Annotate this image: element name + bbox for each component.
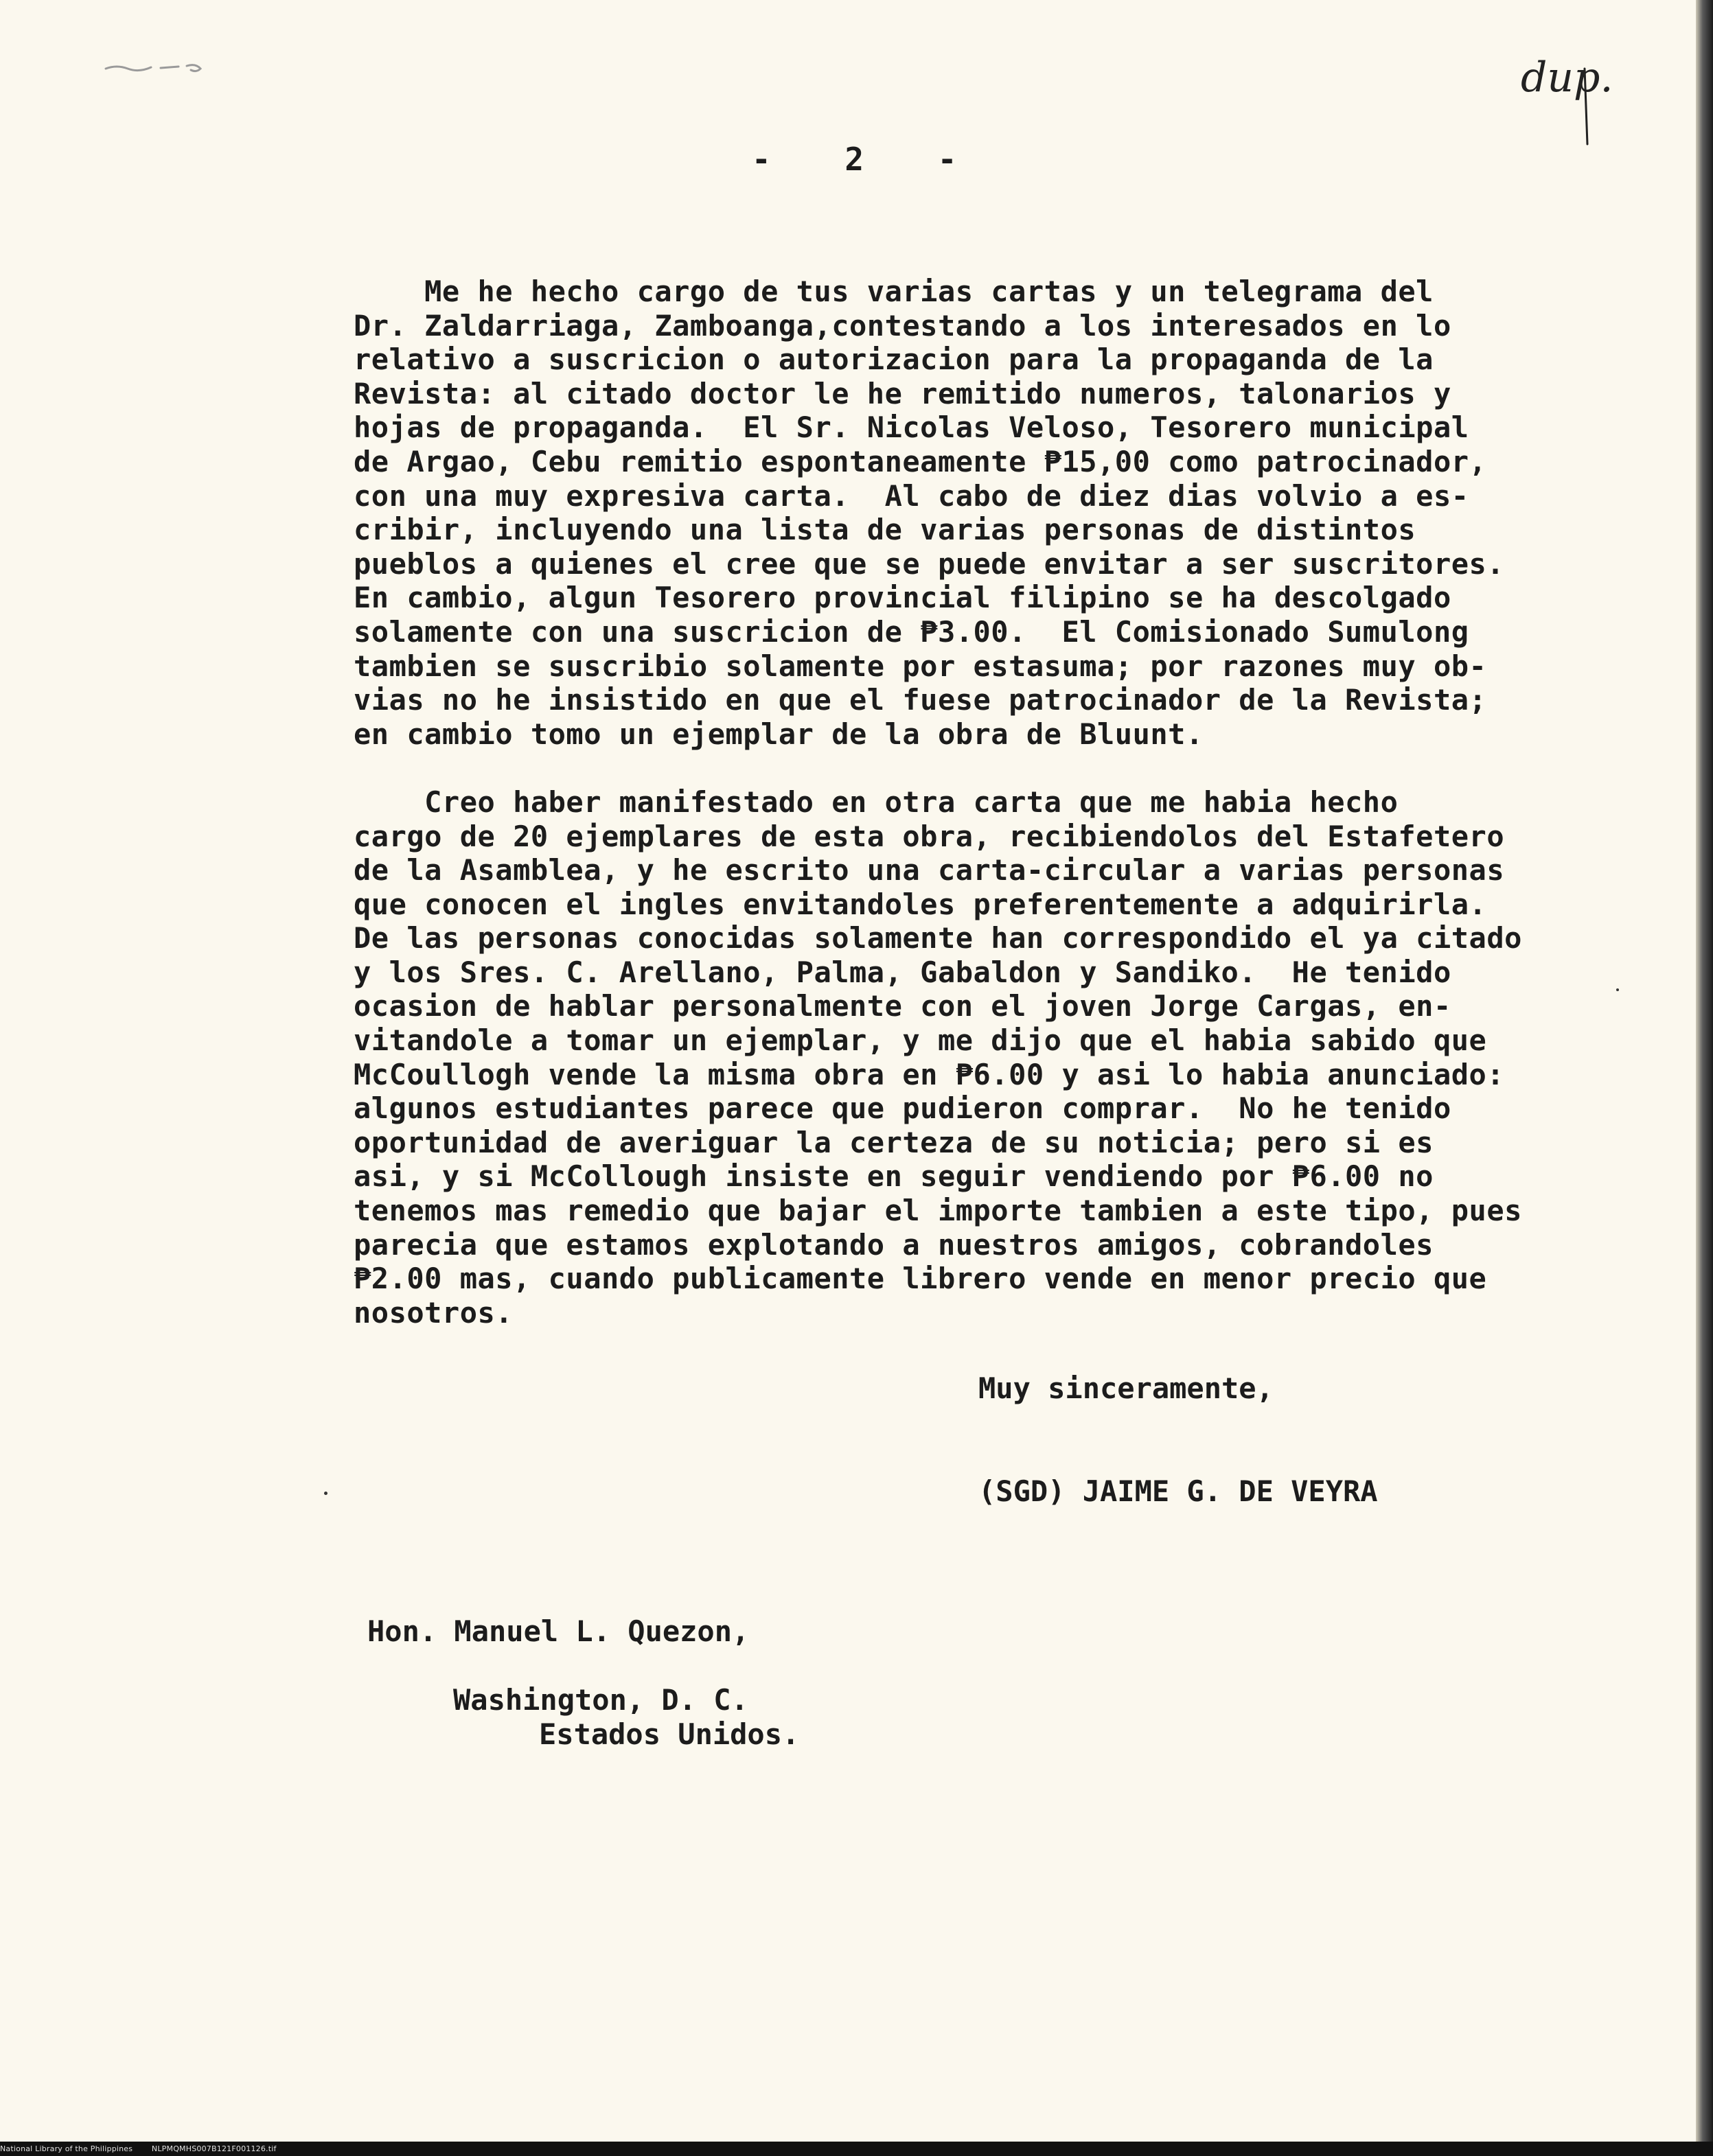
scan-footer-bar [0, 2142, 1713, 2156]
text-line: nosotros. [354, 1295, 514, 1330]
paragraph-1 [354, 275, 1555, 751]
signature-line: (SGD) JAIME G. DE VEYRA [978, 1474, 1378, 1508]
text-line: tenemos mas remedio que bajar el importe tambien a este tipo, pues [354, 1194, 1522, 1228]
text-line: en cambio tomo un ejemplar de la obra de Bluunt. [354, 717, 1204, 751]
text-line: hojas de propaganda. El Sr. Nicolas Veloso, Tesorero municipal [354, 410, 1469, 445]
text-line: asi, y si McCollough insiste en seguir vendiendo por ₱6.00 no [354, 1159, 1434, 1194]
text-line: con una muy expresiva carta. Al cabo de diez dias volvio a es- [354, 478, 1469, 513]
text-line: tambien se suscribio solamente por estasuma; por razones muy ob- [354, 649, 1487, 683]
handwritten-annotation: dup. [1521, 54, 1613, 102]
text-line: Creo haber manifestado en otra carta que me habia hecho [354, 785, 1399, 819]
paper-speck [1616, 988, 1619, 991]
text-line: solamente con una suscricion de ₱3.00. El Comisionado Sumulong [354, 614, 1469, 649]
text-line: algunos estudiantes parece que pudieron comprar. No he tenido [354, 1091, 1451, 1126]
page-number: - 2 - [752, 141, 985, 178]
text-line: cargo de 20 ejemplares de esta obra, recibiendolos del Estafetero [354, 819, 1505, 853]
footer-filename: NLPMQMHS007B121F001126.tif [151, 2144, 277, 2153]
text-line: pueblos a quienes el cree que se puede envitar a ser suscritores. [354, 546, 1505, 581]
text-line: de la Asamblea, y he escrito una carta-circular a varias personas [354, 853, 1505, 888]
letter-body [354, 275, 1555, 1364]
text-line: Me he hecho cargo de tus varias cartas y un telegrama del [354, 275, 1434, 308]
margin-scribble [103, 58, 213, 77]
text-line: que conocen el ingles envitandoles preferentemente a adquirirla. [354, 887, 1487, 921]
text-line: vitandole a tomar un ejemplar, y me dijo que el habia sabido que [354, 1023, 1487, 1058]
text-line: parecia que estamos explotando a nuestros amigos, cobrandoles [354, 1227, 1434, 1262]
text-line: de Argao, Cebu remitio espontaneamente ₱15,00 como patrocinador, [354, 444, 1487, 478]
paragraph-2 [354, 785, 1555, 1330]
addressee-country: Estados Unidos. [539, 1717, 800, 1751]
text-line: y los Sres. C. Arellano, Palma, Gabaldon y Sandiko. He tenido [354, 955, 1451, 989]
closing-salutation: Muy sinceramente, [978, 1371, 1274, 1405]
paper-speck [324, 1492, 327, 1495]
addressee-city: Washington, D. C. [453, 1683, 748, 1717]
scan-footer-text [0, 2144, 293, 2153]
footer-library: National Library of the Philippines [0, 2144, 133, 2153]
text-line: ₱2.00 mas, cuando publicamente librero vende en menor precio que [354, 1262, 1487, 1296]
text-line: Dr. Zaldarriaga, Zamboanga,contestando a los interesados en lo [354, 308, 1451, 343]
text-line: cribir, incluyendo una lista de varias personas de distintos [354, 513, 1416, 547]
text-line: Revista: al citado doctor le he remitido numeros, talonarios y [354, 376, 1451, 410]
text-line: relativo a suscricion o autorizacion para la propaganda de la [354, 343, 1434, 377]
text-line: ocasion de hablar personalmente con el joven Jorge Cargas, en- [354, 989, 1451, 1023]
text-line: De las personas conocidas solamente han correspondido el ya citado [354, 921, 1522, 955]
text-line: En cambio, algun Tesorero provincial filipino se ha descolgado [354, 581, 1451, 615]
scan-edge [1696, 0, 1713, 2156]
text-line: McCoullogh vende la misma obra en ₱6.00 y asi lo habia anunciado: [354, 1057, 1505, 1091]
addressee-name: Hon. Manuel L. Quezon, [367, 1614, 750, 1648]
text-line: oportunidad de averiguar la certeza de su noticia; pero si es [354, 1125, 1434, 1159]
text-line: vias no he insistido en que el fuese patrocinador de la Revista; [354, 683, 1487, 717]
